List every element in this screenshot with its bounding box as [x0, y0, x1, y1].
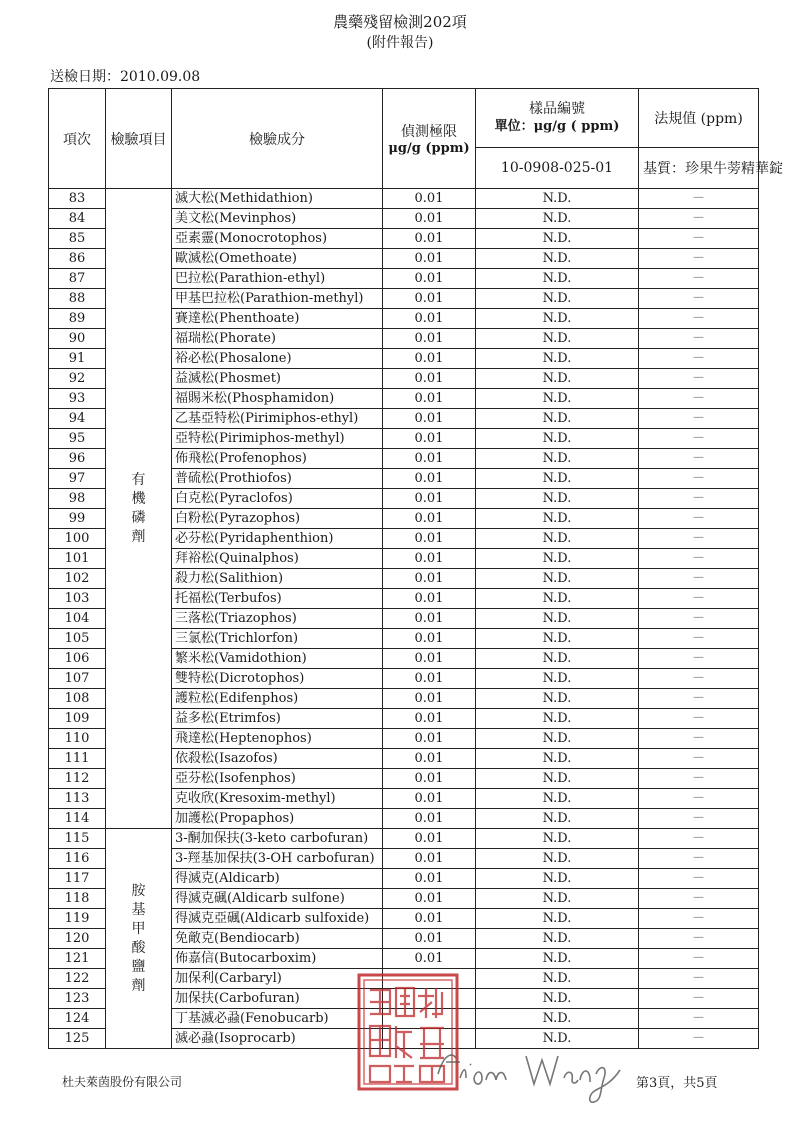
row-number: 105	[49, 629, 106, 649]
row-number: 114	[49, 809, 106, 829]
test-result: N.D.	[476, 569, 639, 589]
row-number: 83	[49, 189, 106, 209]
detection-limit: 0.01	[383, 869, 476, 889]
regulation-value: －	[639, 789, 759, 809]
detection-limit: 0.01	[383, 649, 476, 669]
category-char: 劑	[131, 977, 146, 994]
test-result: N.D.	[476, 1009, 639, 1029]
regulation-value: －	[639, 689, 759, 709]
component-name: 拜裕松(Quinalphos)	[172, 549, 383, 569]
component-name: 托福松(Terbufos)	[172, 589, 383, 609]
regulation-value: －	[639, 989, 759, 1009]
category-char: 機	[131, 490, 146, 507]
component-name: 賽達松(Phenthoate)	[172, 309, 383, 329]
component-name: 滅必蝨(Isoprocarb)	[172, 1029, 383, 1049]
table-row	[49, 829, 759, 849]
row-number: 103	[49, 589, 106, 609]
row-number: 88	[49, 289, 106, 309]
component-name: 佈飛松(Profenophos)	[172, 449, 383, 469]
category-char: 酸	[131, 939, 146, 956]
col-header-sample-line2: 單位：μg/g ( ppm)	[494, 119, 620, 134]
col-header-sample	[476, 89, 639, 148]
detection-limit: 0.01	[383, 909, 476, 929]
detection-limit: 0.01	[383, 669, 476, 689]
col-header-regulation: 法規值 (ppm)	[639, 89, 759, 148]
component-name: 美文松(Mevinphos)	[172, 209, 383, 229]
sample-number: 10-0908-025-01	[476, 148, 639, 189]
row-number: 121	[49, 949, 106, 969]
row-number: 109	[49, 709, 106, 729]
detection-limit: 0.01	[383, 409, 476, 429]
row-number: 111	[49, 749, 106, 769]
component-name: 免敵克(Bendiocarb)	[172, 929, 383, 949]
results-table-header	[49, 89, 783, 189]
row-number: 113	[49, 789, 106, 809]
row-number: 98	[49, 489, 106, 509]
detection-limit: 0.01	[383, 829, 476, 849]
component-name: 亞素靈(Monocrotophos)	[172, 229, 383, 249]
regulation-value: －	[639, 749, 759, 769]
row-number: 102	[49, 569, 106, 589]
regulation-value: －	[639, 889, 759, 909]
component-name: 三氯松(Trichlorfon)	[172, 629, 383, 649]
col-header-component: 檢驗成分	[172, 89, 383, 189]
row-number: 124	[49, 1009, 106, 1029]
row-number: 89	[49, 309, 106, 329]
detection-limit: 0.01	[383, 289, 476, 309]
detection-limit: 0.01	[383, 309, 476, 329]
regulation-value: －	[639, 529, 759, 549]
test-result: N.D.	[476, 609, 639, 629]
detection-limit: 0.01	[383, 489, 476, 509]
component-name: 殺力松(Salithion)	[172, 569, 383, 589]
detection-limit: 0.01	[383, 589, 476, 609]
regulation-value: －	[639, 1009, 759, 1029]
test-result: N.D.	[476, 729, 639, 749]
test-result: N.D.	[476, 549, 639, 569]
regulation-value: －	[639, 629, 759, 649]
test-result: N.D.	[476, 509, 639, 529]
component-name: 繁米松(Vamidothion)	[172, 649, 383, 669]
submission-date: 送檢日期：2010.09.08	[50, 69, 201, 85]
test-result: N.D.	[476, 929, 639, 949]
test-result: N.D.	[476, 349, 639, 369]
row-number: 115	[49, 829, 106, 849]
regulation-value: －	[639, 329, 759, 349]
test-result: N.D.	[476, 909, 639, 929]
component-name: 福賜米松(Phosphamidon)	[172, 389, 383, 409]
component-name: 飛達松(Heptenophos)	[172, 729, 383, 749]
category-char: 胺	[131, 882, 146, 899]
detection-limit: 0.01	[383, 709, 476, 729]
row-number: 93	[49, 389, 106, 409]
test-result: N.D.	[476, 449, 639, 469]
regulation-value: －	[639, 489, 759, 509]
component-name: 得滅克(Aldicarb)	[172, 869, 383, 889]
test-result: N.D.	[476, 869, 639, 889]
test-result: N.D.	[476, 429, 639, 449]
test-result: N.D.	[476, 529, 639, 549]
test-result: N.D.	[476, 769, 639, 789]
test-result: N.D.	[476, 989, 639, 1009]
component-name: 克收欣(Kresoxim-methyl)	[172, 789, 383, 809]
row-number: 96	[49, 449, 106, 469]
test-result: N.D.	[476, 249, 639, 269]
row-number: 101	[49, 549, 106, 569]
regulation-value: －	[639, 309, 759, 329]
category-cell	[106, 829, 172, 1049]
regulation-value: －	[639, 249, 759, 269]
detection-limit: 0.01	[383, 609, 476, 629]
regulation-value: －	[639, 729, 759, 749]
test-result: N.D.	[476, 889, 639, 909]
row-number: 97	[49, 469, 106, 489]
component-name: 益多松(Etrimfos)	[172, 709, 383, 729]
test-result: N.D.	[476, 209, 639, 229]
row-number: 110	[49, 729, 106, 749]
component-name: 福瑞松(Phorate)	[172, 329, 383, 349]
regulation-value: －	[639, 449, 759, 469]
component-name: 加護松(Propaphos)	[172, 809, 383, 829]
regulation-value: －	[639, 829, 759, 849]
footer-company: 杜夫萊茵股份有限公司	[62, 1075, 183, 1089]
component-name: 依殺松(Isazofos)	[172, 749, 383, 769]
regulation-value: －	[639, 649, 759, 669]
footer-page-number: 第3頁，共5頁	[636, 1076, 718, 1091]
regulation-value: －	[639, 949, 759, 969]
component-name: 白粉松(Pyrazophos)	[172, 509, 383, 529]
test-result: N.D.	[476, 749, 639, 769]
detection-limit: 0.01	[383, 949, 476, 969]
regulation-value: －	[639, 389, 759, 409]
category-char: 劑	[131, 528, 146, 545]
test-result: N.D.	[476, 629, 639, 649]
detection-limit: 0.01	[383, 509, 476, 529]
test-result: N.D.	[476, 949, 639, 969]
test-result: N.D.	[476, 709, 639, 729]
row-number: 100	[49, 529, 106, 549]
col-header-limit-line2: μg/g (ppm)	[388, 141, 470, 156]
report-subtitle: (附件報告)	[366, 35, 434, 51]
test-result: N.D.	[476, 229, 639, 249]
regulation-value: －	[639, 229, 759, 249]
row-number: 104	[49, 609, 106, 629]
detection-limit: 0.01	[383, 529, 476, 549]
test-result: N.D.	[476, 309, 639, 329]
row-number: 92	[49, 369, 106, 389]
test-result: N.D.	[476, 669, 639, 689]
category-char: 磷	[131, 509, 146, 526]
row-number: 95	[49, 429, 106, 449]
regulation-value: －	[639, 289, 759, 309]
detection-limit: 0.01	[383, 569, 476, 589]
test-result: N.D.	[476, 289, 639, 309]
detection-limit: 0.01	[383, 849, 476, 869]
test-result: N.D.	[476, 969, 639, 989]
test-result: N.D.	[476, 589, 639, 609]
category-char: 有	[131, 471, 146, 488]
component-name: 得滅克碸(Aldicarb sulfone)	[172, 889, 383, 909]
regulation-value: －	[639, 209, 759, 229]
regulation-value: －	[639, 969, 759, 989]
report-title: 農藥殘留檢測202項	[333, 13, 467, 31]
row-number: 117	[49, 869, 106, 889]
row-number: 85	[49, 229, 106, 249]
detection-limit: 0.01	[383, 769, 476, 789]
sample-matrix: 基質：珍果牛蒡精華錠	[639, 148, 759, 189]
component-name: 益滅松(Phosmet)	[172, 369, 383, 389]
row-number: 123	[49, 989, 106, 1009]
regulation-value: －	[639, 809, 759, 829]
row-number: 99	[49, 509, 106, 529]
detection-limit: 0.01	[383, 629, 476, 649]
row-number: 119	[49, 909, 106, 929]
col-header-no: 項次	[49, 89, 106, 189]
regulation-value: －	[639, 929, 759, 949]
test-result: N.D.	[476, 1029, 639, 1049]
detection-limit: 0.01	[383, 329, 476, 349]
regulation-value: －	[639, 349, 759, 369]
table-row	[49, 189, 759, 209]
component-name: 加保扶(Carbofuran)	[172, 989, 383, 1009]
test-result: N.D.	[476, 329, 639, 349]
component-name: 得滅克亞碸(Aldicarb sulfoxide)	[172, 909, 383, 929]
row-number: 87	[49, 269, 106, 289]
row-number: 84	[49, 209, 106, 229]
test-result: N.D.	[476, 789, 639, 809]
test-result: N.D.	[476, 389, 639, 409]
detection-limit: 0.01	[383, 469, 476, 489]
component-name: 加保利(Carbaryl)	[172, 969, 383, 989]
component-name: 白克松(Pyraclofos)	[172, 489, 383, 509]
test-result: N.D.	[476, 689, 639, 709]
component-name: 普硫松(Prothiofos)	[172, 469, 383, 489]
regulation-value: －	[639, 909, 759, 929]
row-number: 106	[49, 649, 106, 669]
component-name: 裕必松(Phosalone)	[172, 349, 383, 369]
regulation-value: －	[639, 709, 759, 729]
component-name: 3-羥基加保扶(3-OH carbofuran)	[172, 849, 383, 869]
regulation-value: －	[639, 409, 759, 429]
detection-limit: 0.01	[383, 249, 476, 269]
regulation-value: －	[639, 429, 759, 449]
results-table-body	[49, 189, 759, 1049]
test-result: N.D.	[476, 489, 639, 509]
row-number: 116	[49, 849, 106, 869]
component-name: 必芬松(Pyridaphenthion)	[172, 529, 383, 549]
detection-limit: 0.01	[383, 809, 476, 829]
col-header-sample-line1: 樣品編號	[529, 101, 585, 117]
detection-limit: 0.01	[383, 369, 476, 389]
regulation-value: －	[639, 269, 759, 289]
component-name: 歐滅松(Omethoate)	[172, 249, 383, 269]
col-header-limit-line1: 偵測極限	[401, 124, 457, 140]
regulation-value: －	[639, 609, 759, 629]
detection-limit: 0.01	[383, 789, 476, 809]
test-result: N.D.	[476, 369, 639, 389]
test-result: N.D.	[476, 189, 639, 209]
detection-limit: 0.01	[383, 189, 476, 209]
detection-limit: 0.01	[383, 929, 476, 949]
component-name: 乙基亞特松(Pirimiphos-ethyl)	[172, 409, 383, 429]
row-number: 125	[49, 1029, 106, 1049]
regulation-value: －	[639, 189, 759, 209]
category-char: 甲	[131, 920, 146, 937]
row-number: 120	[49, 929, 106, 949]
results-table	[48, 88, 783, 1049]
row-number: 91	[49, 349, 106, 369]
regulation-value: －	[639, 669, 759, 689]
detection-limit: 0.01	[383, 269, 476, 289]
component-name: 3-酮加保扶(3-keto carbofuran)	[172, 829, 383, 849]
detection-limit: 0.01	[383, 889, 476, 909]
component-name: 佈嘉信(Butocarboxim)	[172, 949, 383, 969]
regulation-value: －	[639, 849, 759, 869]
category-char: 基	[131, 901, 146, 918]
detection-limit: 0.01	[383, 349, 476, 369]
row-number: 90	[49, 329, 106, 349]
regulation-value: －	[639, 589, 759, 609]
regulation-value: －	[639, 569, 759, 589]
category-cell	[106, 189, 172, 829]
test-result: N.D.	[476, 829, 639, 849]
component-name: 亞特松(Pirimiphos-methyl)	[172, 429, 383, 449]
regulation-value: －	[639, 769, 759, 789]
regulation-value: －	[639, 549, 759, 569]
regulation-value: －	[639, 369, 759, 389]
component-name: 護粒松(Edifenphos)	[172, 689, 383, 709]
regulation-value: －	[639, 1029, 759, 1049]
detection-limit: 0.01	[383, 389, 476, 409]
detection-limit: 0.01	[383, 429, 476, 449]
row-number: 122	[49, 969, 106, 989]
row-number: 107	[49, 669, 106, 689]
component-name: 雙特松(Dicrotophos)	[172, 669, 383, 689]
regulation-value: －	[639, 509, 759, 529]
detection-limit: 0.01	[383, 549, 476, 569]
component-name: 丁基滅必蝨(Fenobucarb)	[172, 1009, 383, 1029]
regulation-value: －	[639, 469, 759, 489]
component-name: 甲基巴拉松(Parathion-methyl)	[172, 289, 383, 309]
detection-limit: 0.01	[383, 749, 476, 769]
component-name: 亞芬松(Isofenphos)	[172, 769, 383, 789]
regulation-value: －	[639, 869, 759, 889]
detection-limit: 0.01	[383, 449, 476, 469]
row-number: 112	[49, 769, 106, 789]
test-result: N.D.	[476, 649, 639, 669]
test-result: N.D.	[476, 849, 639, 869]
test-result: N.D.	[476, 269, 639, 289]
detection-limit: 0.01	[383, 729, 476, 749]
detection-limit: 0.01	[383, 209, 476, 229]
detection-limit: 0.01	[383, 229, 476, 249]
row-number: 86	[49, 249, 106, 269]
row-number: 94	[49, 409, 106, 429]
category-char: 鹽	[131, 958, 146, 975]
row-number: 108	[49, 689, 106, 709]
component-name: 滅大松(Methidathion)	[172, 189, 383, 209]
signature	[430, 1034, 630, 1104]
test-result: N.D.	[476, 469, 639, 489]
test-result: N.D.	[476, 409, 639, 429]
component-name: 三落松(Triazophos)	[172, 609, 383, 629]
component-name: 巴拉松(Parathion-ethyl)	[172, 269, 383, 289]
row-number: 118	[49, 889, 106, 909]
test-result: N.D.	[476, 809, 639, 829]
col-header-category: 檢驗項目	[106, 89, 172, 189]
detection-limit: 0.01	[383, 689, 476, 709]
col-header-limit	[383, 89, 476, 189]
